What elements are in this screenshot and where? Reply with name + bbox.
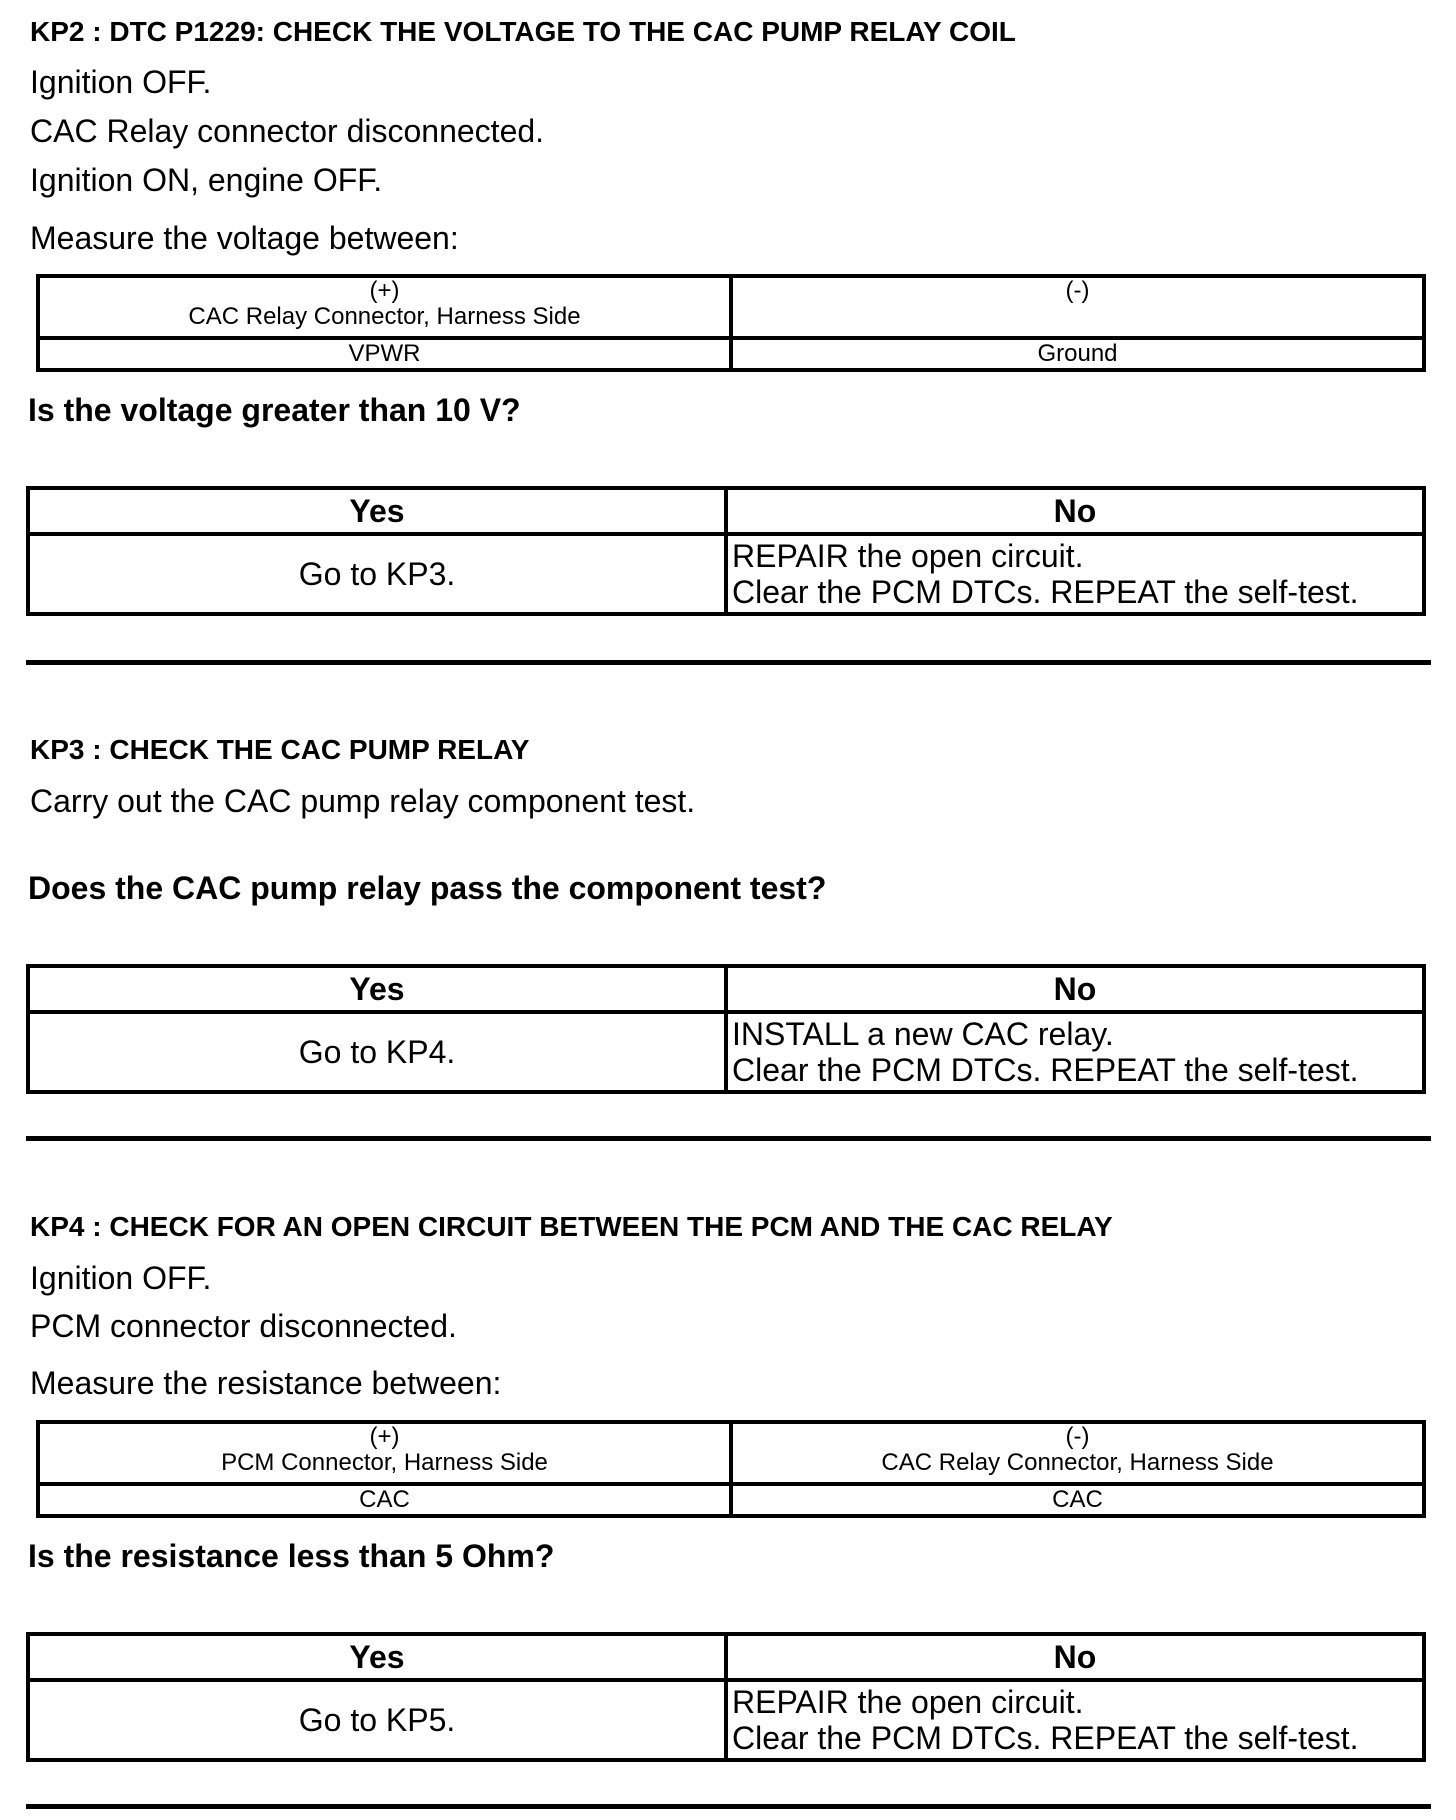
positive-sign: (+) [369, 1423, 400, 1450]
kp2-result-table [26, 486, 1426, 616]
kp4-step-1: Ignition OFF. [30, 1260, 212, 1296]
negative-label: CAC Relay Connector, Harness Side [881, 1449, 1274, 1476]
no-action-line-1: REPAIR the open circuit. [732, 1684, 1084, 1720]
no-action-line-1: INSTALL a new CAC relay. [732, 1016, 1114, 1052]
kp4-negative-value: CAC [731, 1484, 1424, 1516]
kp2-step-2: CAC Relay connector disconnected. [30, 113, 545, 149]
kp3-no-action [726, 1012, 1424, 1092]
no-header: No [726, 1634, 1424, 1680]
kp4-positive-value: CAC [38, 1484, 731, 1516]
no-header: No [726, 488, 1424, 534]
kp2-positive-cell [38, 276, 731, 338]
negative-sign: (-) [1065, 1423, 1090, 1450]
section-divider [26, 1136, 1431, 1141]
kp4-positive-cell [38, 1422, 731, 1484]
kp4-measure-intro: Measure the resistance between: [30, 1365, 502, 1401]
no-action-line-2: Clear the PCM DTCs. REPEAT the self-test. [732, 574, 1359, 610]
kp2-measure-intro: Measure the voltage between: [30, 220, 459, 256]
positive-label: CAC Relay Connector, Harness Side [188, 303, 581, 330]
yes-header: Yes [28, 966, 726, 1012]
kp2-step-1: Ignition OFF. [30, 64, 212, 100]
kp4-result-table [26, 1632, 1426, 1762]
no-action-line-2: Clear the PCM DTCs. REPEAT the self-test. [732, 1052, 1359, 1088]
positive-label: PCM Connector, Harness Side [221, 1449, 548, 1476]
kp3-yes-action: Go to KP4. [28, 1012, 726, 1092]
kp3-title: KP3 : CHECK THE CAC PUMP RELAY [30, 734, 530, 765]
kp2-title: KP2 : DTC P1229: CHECK THE VOLTAGE TO THE CAC PUMP RELAY COIL [30, 16, 1016, 47]
kp4-step-2: PCM connector disconnected. [30, 1308, 457, 1344]
kp4-measure-table [36, 1420, 1426, 1518]
kp4-question: Is the resistance less than 5 Ohm? [28, 1538, 555, 1574]
no-header: No [726, 966, 1424, 1012]
yes-header: Yes [28, 488, 726, 534]
positive-sign: (+) [369, 277, 400, 304]
no-action-line-1: REPAIR the open circuit. [732, 538, 1084, 574]
kp2-measure-table [36, 274, 1426, 372]
kp2-step-3: Ignition ON, engine OFF. [30, 162, 383, 198]
kp4-negative-cell [731, 1422, 1424, 1484]
negative-sign: (-) [1065, 277, 1090, 304]
kp3-question: Does the CAC pump relay pass the component test? [28, 870, 827, 906]
kp4-yes-action: Go to KP5. [28, 1680, 726, 1760]
kp2-positive-value: VPWR [38, 338, 731, 370]
kp4-no-action [726, 1680, 1424, 1760]
kp3-step-1: Carry out the CAC pump relay component test. [30, 783, 696, 819]
kp2-yes-action: Go to KP3. [28, 534, 726, 614]
kp2-negative-cell [731, 276, 1424, 338]
yes-header: Yes [28, 1634, 726, 1680]
kp3-result-table [26, 964, 1426, 1094]
no-action-line-2: Clear the PCM DTCs. REPEAT the self-test. [732, 1720, 1359, 1756]
kp2-question: Is the voltage greater than 10 V? [28, 392, 521, 428]
kp2-no-action [726, 534, 1424, 614]
section-divider [26, 1804, 1431, 1809]
section-divider [26, 660, 1431, 665]
kp2-negative-value: Ground [731, 338, 1424, 370]
kp4-title: KP4 : CHECK FOR AN OPEN CIRCUIT BETWEEN THE PCM AND THE CAC RELAY [30, 1211, 1113, 1242]
